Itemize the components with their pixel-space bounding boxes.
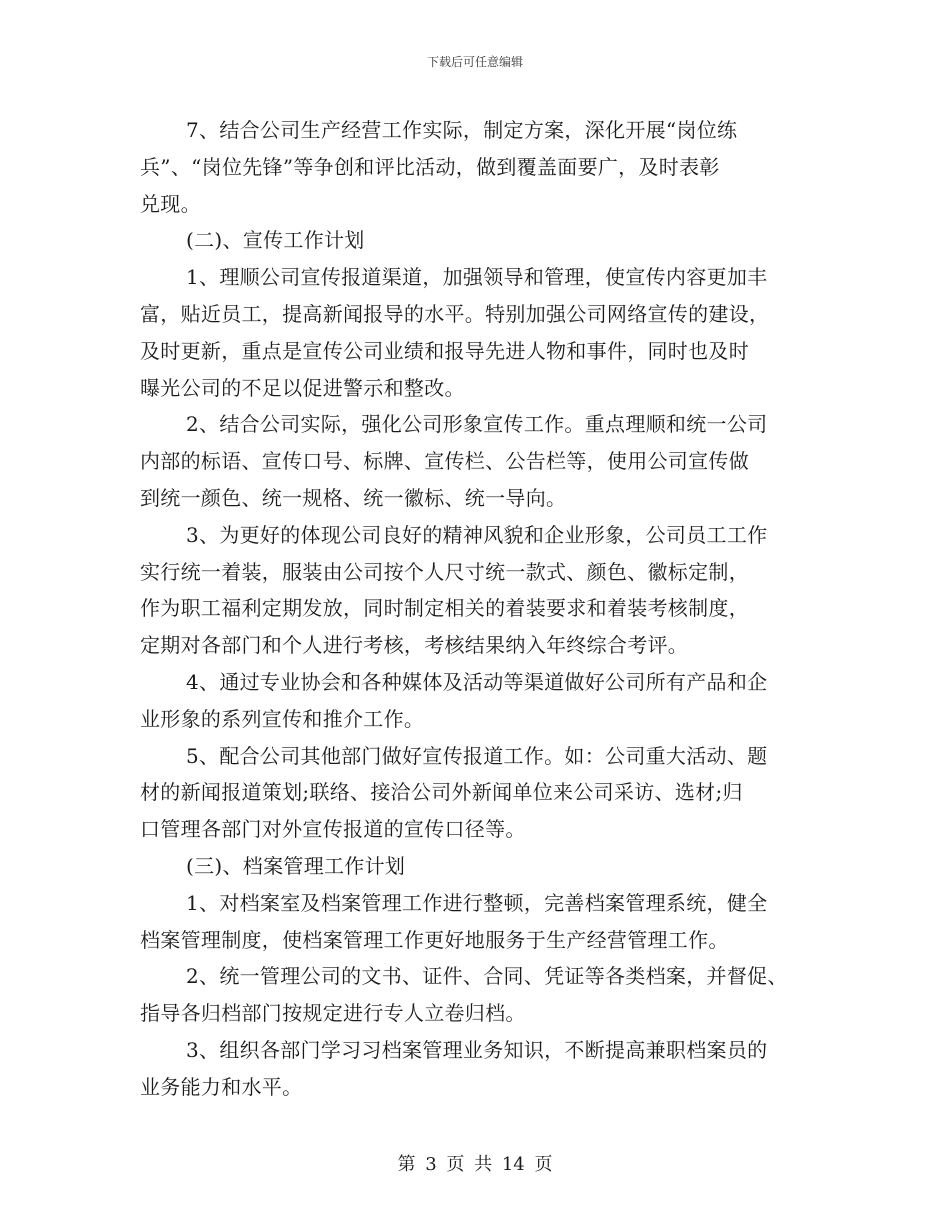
paragraph-first-line: 3、组织各部门学习习档案管理业务知识，不断提高兼职档案员的	[186, 1037, 768, 1062]
paragraph-line: 兵”、“岗位先锋”等争创和评比活动，做到覆盖面要广，及时表彰	[140, 154, 720, 179]
paragraph-first-line: 1、理顺公司宣传报道渠道，加强领导和管理，使宣传内容更加丰	[186, 265, 768, 290]
paragraph-first-line: 7、结合公司生产经营工作实际，制定方案，深化开展“岗位练	[186, 118, 738, 142]
paragraph-line: 口管理各部门对外宣传报道的宣传口径等。	[140, 817, 526, 842]
paragraph-line: 材的新闻报道策划;联络、接洽公司外新闻单位来公司采访、选材;归	[140, 780, 743, 805]
paragraph-line: 业务能力和水平。	[140, 1074, 303, 1099]
paragraph-line: 业形象的系列宣传和推介工作。	[140, 706, 425, 731]
paragraph-line: 及时更新，重点是宣传公司业绩和报导先进人物和事件，同时也及时	[140, 338, 749, 363]
paragraph-first-line: 4、通过专业协会和各种媒体及活动等渠道做好公司所有产品和企	[186, 669, 768, 694]
paragraph-line: 档案管理制度，使档案管理工作更好地服务于生产经营管理工作。	[140, 927, 729, 952]
paragraph-line: 富，贴近员工，提高新闻报导的水平。特别加强公司网络宣传的建设，	[140, 301, 770, 326]
page-header: 下载后可任意编辑	[426, 55, 523, 69]
paragraph-first-line: (二)、宣传工作计划	[186, 228, 365, 253]
paragraph-line: 到统一颜色、统一规格、统一徽标、统一导向。	[140, 485, 567, 510]
paragraph-line: 实行统一着装，服装由公司按个人尺寸统一款式、颜色、徽标定制，	[140, 559, 749, 584]
paragraph-line: 作为职工福利定期发放，同时制定相关的着装要求和着装考核制度，	[140, 596, 749, 621]
paragraph-line: 兑现。	[140, 191, 201, 216]
document-body	[140, 112, 805, 1106]
paragraph-line: 内部的标语、宣传口号、标牌、宣传栏、公告栏等，使用公司宣传做	[140, 449, 749, 474]
paragraph-first-line: 3、为更好的体现公司良好的精神风貌和企业形象，公司员工工作	[186, 522, 768, 547]
paragraph-first-line: (三)、档案管理工作计划	[186, 853, 406, 878]
paragraph-first-line: 2、结合公司实际，强化公司形象宣传工作。重点理顺和统一公司	[186, 412, 768, 437]
paragraph-first-line: 1、对档案室及档案管理工作进行整顿，完善档案管理系统，健全	[186, 890, 768, 915]
paragraph-first-line: 2、统一管理公司的文书、证件、合同、凭证等各类档案，并督促、	[186, 964, 788, 989]
paragraph-line: 曝光公司的不足以促进警示和整改。	[140, 375, 465, 400]
paragraph-first-line: 5、配合公司其他部门做好宣传报道工作。如：公司重大活动、题	[186, 743, 768, 768]
page-number-footer: 第 3 页 共 14 页	[397, 1154, 553, 1175]
paragraph-line: 定期对各部门和个人进行考核，考核结果纳入年终综合考评。	[140, 633, 689, 658]
paragraph-line: 指导各归档部门按规定进行专人立卷归档。	[140, 1001, 526, 1026]
